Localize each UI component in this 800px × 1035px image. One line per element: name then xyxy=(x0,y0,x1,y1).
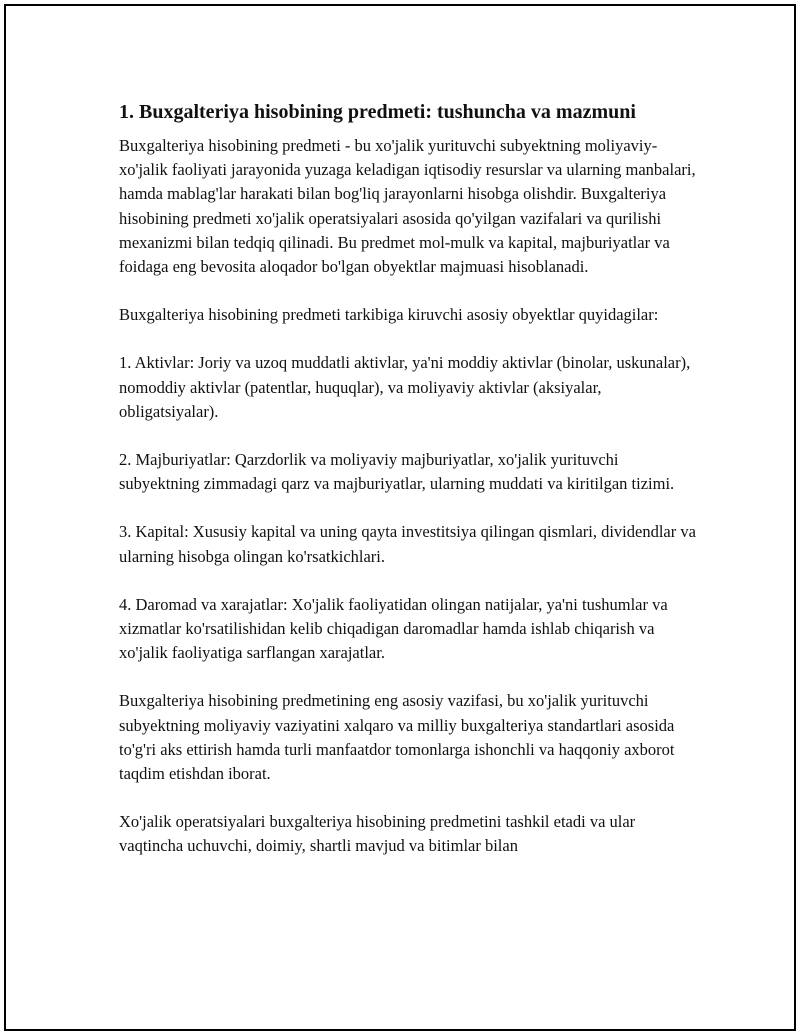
paragraph-assets: 1. Aktivlar: Joriy va uzoq muddatli aktivlar, ya'ni moddiy aktivlar (binolar, uskunalar), nomoddiy aktivlar (patentlar, huquqlar), va moliyaviy aktivlar (aksiyalar, obligatsiyalar). xyxy=(119,353,691,421)
paragraph-income-expenses: 4. Daromad va xarajatlar: Xo'jalik faoliyatidan olingan natijalar, ya'ni tushumlar va xizmatlar ko'rsatilishidan kelib chiqadigan daromadlar hamda ishlab chiqarish va xo'jalik faoliyatiga sarflangan xarajatlar. xyxy=(119,594,668,663)
paragraph-main-task: Buxgalteriya hisobining predmetining eng asosiy vazifasi, bu xo'jalik yurituvchi subyektning moliyaviy vaziyatini xalqaro va milliy buxgalteriya standartlari asosida to'g'ri aks ettirish hamda turli manfaatdor tomonlarga ishonchli va haqqoniy axborot taqdim etishdan iborat. xyxy=(119,691,675,784)
paragraph-definition: Buxgalteriya hisobining predmeti - bu xo'jalik yurituvchi subyektning moliyaviy-xo'jalik faoliyati jarayonida yuzaga keladigan iqtisodiy resurslar va ularning manbalari, hamda mablag'lar harakati bilan bog'liq jarayonlarni hisobga olishdir. Buxgalteriya hisobining predmeti xo'jalik operatsiyalari asosida qo'yilgan vazifalari va qurilishi mexanizmi bilan tedqiq qilinadi. Bu predmet mol-mulk va kapital, majburiyatlar va foidaga eng bevosita aloqador bo'lgan obyektlar majmuasi hisoblanadi. xyxy=(119,136,696,277)
paragraph-objects-intro: Buxgalteriya hisobining predmeti tarkibiga kiruvchi asosiy obyektlar quyidagilar: xyxy=(119,305,659,325)
document-page xyxy=(4,4,796,1031)
paragraph-operations: Xo'jalik operatsiyalari buxgalteriya hisobining predmetini tashkil etadi va ular vaqtincha uchuvchi, doimiy, shartli mavjud va bitimlar bilan xyxy=(119,812,636,856)
section-heading: 1. Buxgalteriya hisobining predmeti: tushuncha va mazmuni xyxy=(119,101,636,123)
paragraph-liabilities: 2. Majburiyatlar: Qarzdorlik va moliyaviy majburiyatlar, xo'jalik yurituvchi subyektning zimmadagi qarz va majburiyatlar, ularning muddati va kiritilgan tizimi. xyxy=(119,450,675,494)
document-body xyxy=(119,98,699,883)
paragraph-capital: 3. Kapital: Xususiy kapital va uning qayta investitsiya qilingan qismlari, dividendlar va ularning hisobga olingan ko'rsatkichlari. xyxy=(119,522,696,566)
